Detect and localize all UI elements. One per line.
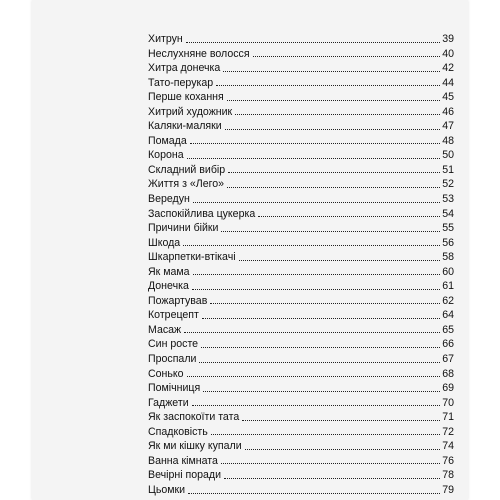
toc-entry-page-number: 76 xyxy=(442,454,454,467)
toc-entry xyxy=(148,234,454,249)
toc-entry xyxy=(148,452,454,467)
toc-entry-page-number: 47 xyxy=(442,120,454,133)
toc-entry-page-number: 46 xyxy=(442,105,454,118)
toc-entry-title: Каляки-маляки xyxy=(148,120,222,133)
book-page xyxy=(32,0,468,500)
toc-entry-page-number: 55 xyxy=(442,222,454,235)
table-of-contents xyxy=(148,30,454,496)
toc-entry xyxy=(148,103,454,118)
toc-entry-page-number: 51 xyxy=(442,163,454,176)
toc-entry xyxy=(148,437,454,452)
dot-leader xyxy=(224,478,440,479)
toc-entry-page-number: 78 xyxy=(442,469,454,482)
dot-leader xyxy=(223,71,440,72)
toc-entry-page-number: 68 xyxy=(442,367,454,380)
toc-entry-page-number: 53 xyxy=(442,192,454,205)
toc-entry xyxy=(148,394,454,409)
toc-entry-title: Вечірні поради xyxy=(148,469,222,482)
toc-entry-page-number: 61 xyxy=(442,280,454,293)
toc-entry xyxy=(148,205,454,220)
toc-entry xyxy=(148,335,454,350)
toc-entry-page-number: 42 xyxy=(442,62,454,75)
dot-leader xyxy=(186,42,440,43)
toc-entry-page-number: 60 xyxy=(442,265,454,278)
toc-entry-page-number: 48 xyxy=(442,134,454,147)
dot-leader xyxy=(193,202,440,203)
dot-leader xyxy=(190,143,440,144)
dot-leader xyxy=(227,100,440,101)
toc-entry-title: Котрецепт xyxy=(148,309,199,322)
toc-entry-title: Масаж xyxy=(148,323,182,336)
toc-entry-title: Вередун xyxy=(148,192,190,205)
toc-entry-page-number: 65 xyxy=(442,323,454,336)
toc-entry-page-number: 40 xyxy=(442,47,454,60)
dot-leader xyxy=(192,289,440,290)
toc-entry-page-number: 66 xyxy=(442,338,454,351)
toc-entry-page-number: 58 xyxy=(442,251,454,264)
dot-leader xyxy=(221,463,440,464)
dot-leader xyxy=(228,172,440,173)
toc-entry-title: Цьомки xyxy=(148,483,186,496)
toc-entry-page-number: 62 xyxy=(442,294,454,307)
toc-entry-title: Корона xyxy=(148,149,184,162)
toc-entry-title: Хитрий художник xyxy=(148,105,233,118)
toc-entry xyxy=(148,292,454,307)
dot-leader xyxy=(227,187,440,188)
toc-entry-title: Сонько xyxy=(148,367,184,380)
toc-entry-page-number: 69 xyxy=(442,382,454,395)
toc-entry xyxy=(148,306,454,321)
dot-leader xyxy=(225,129,440,130)
toc-entry xyxy=(148,263,454,278)
toc-entry-title: Перше кохання xyxy=(148,91,224,104)
dot-leader xyxy=(199,362,440,363)
dot-leader xyxy=(188,493,440,494)
toc-entry xyxy=(148,190,454,205)
toc-entry xyxy=(148,321,454,336)
toc-entry-page-number: 44 xyxy=(442,76,454,89)
toc-entry xyxy=(148,277,454,292)
toc-entry-page-number: 56 xyxy=(442,236,454,249)
dot-leader xyxy=(202,318,440,319)
toc-entry xyxy=(148,365,454,380)
toc-entry-page-number: 70 xyxy=(442,396,454,409)
toc-entry-title: Неслухняне волосся xyxy=(148,47,250,60)
toc-entry xyxy=(148,481,454,496)
toc-entry-page-number: 50 xyxy=(442,149,454,162)
toc-entry-page-number: 71 xyxy=(442,411,454,424)
dot-leader xyxy=(211,434,440,435)
dot-leader xyxy=(253,56,440,57)
toc-entry-page-number: 45 xyxy=(442,91,454,104)
toc-entry-title: Ванна кімната xyxy=(148,454,218,467)
dot-leader xyxy=(184,332,440,333)
toc-entry xyxy=(148,175,454,190)
toc-entry-page-number: 72 xyxy=(442,425,454,438)
toc-entry-title: Складний вибір xyxy=(148,163,226,176)
dot-leader xyxy=(221,231,440,232)
toc-entry-page-number: 67 xyxy=(442,352,454,365)
toc-entry xyxy=(148,423,454,438)
toc-entry xyxy=(148,88,454,103)
toc-entry-page-number: 54 xyxy=(442,207,454,220)
dot-leader xyxy=(201,347,440,348)
toc-entry-title: Причини бійки xyxy=(148,222,219,235)
dot-leader xyxy=(187,376,440,377)
toc-entry-title: Проспали xyxy=(148,352,197,365)
toc-entry-title: Син росте xyxy=(148,338,199,351)
toc-entry-title: Як ми кішку купали xyxy=(148,440,242,453)
toc-entry-title: Заспокійлива цукерка xyxy=(148,207,256,220)
toc-entry xyxy=(148,219,454,234)
dot-leader xyxy=(183,245,440,246)
toc-entry-title: Помада xyxy=(148,134,187,147)
toc-entry-page-number: 74 xyxy=(442,440,454,453)
toc-entry xyxy=(148,45,454,60)
dot-leader xyxy=(235,114,440,115)
dot-leader xyxy=(193,274,440,275)
dot-leader xyxy=(239,260,440,261)
dot-leader xyxy=(192,405,440,406)
toc-entry xyxy=(148,161,454,176)
toc-entry xyxy=(148,74,454,89)
toc-entry-title: Спадковість xyxy=(148,425,208,438)
toc-entry-title: Хитра донечка xyxy=(148,62,221,75)
toc-entry-title: Шкода xyxy=(148,236,181,249)
toc-entry xyxy=(148,117,454,132)
toc-entry-title: Як заспокоїти тата xyxy=(148,411,240,424)
toc-entry xyxy=(148,30,454,45)
dot-leader xyxy=(258,216,440,217)
toc-entry xyxy=(148,466,454,481)
toc-entry-title: Хитрун xyxy=(148,32,183,45)
toc-entry-title: Шкарпетки-втікачі xyxy=(148,251,236,264)
toc-entry-title: Пожартував xyxy=(148,294,208,307)
toc-entry-page-number: 39 xyxy=(442,32,454,45)
dot-leader xyxy=(245,449,440,450)
toc-entry-page-number: 64 xyxy=(442,309,454,322)
toc-entry-title: Тато-перукар xyxy=(148,76,214,89)
toc-entry-title: Як мама xyxy=(148,265,190,278)
toc-entry xyxy=(148,59,454,74)
toc-entry-page-number: 79 xyxy=(442,483,454,496)
toc-entry-title: Життя з «Лего» xyxy=(148,178,225,191)
dot-leader xyxy=(216,85,440,86)
dot-leader xyxy=(210,303,440,304)
toc-entry xyxy=(148,146,454,161)
toc-entry xyxy=(148,379,454,394)
toc-entry xyxy=(148,350,454,365)
dot-leader xyxy=(242,420,440,421)
toc-entry xyxy=(148,248,454,263)
toc-entry-page-number: 52 xyxy=(442,178,454,191)
toc-entry xyxy=(148,132,454,147)
toc-entry-title: Донечка xyxy=(148,280,189,293)
dot-leader xyxy=(187,158,440,159)
toc-entry-title: Гаджети xyxy=(148,396,189,409)
toc-entry xyxy=(148,408,454,423)
toc-entry-title: Помічниця xyxy=(148,382,201,395)
dot-leader xyxy=(203,391,440,392)
